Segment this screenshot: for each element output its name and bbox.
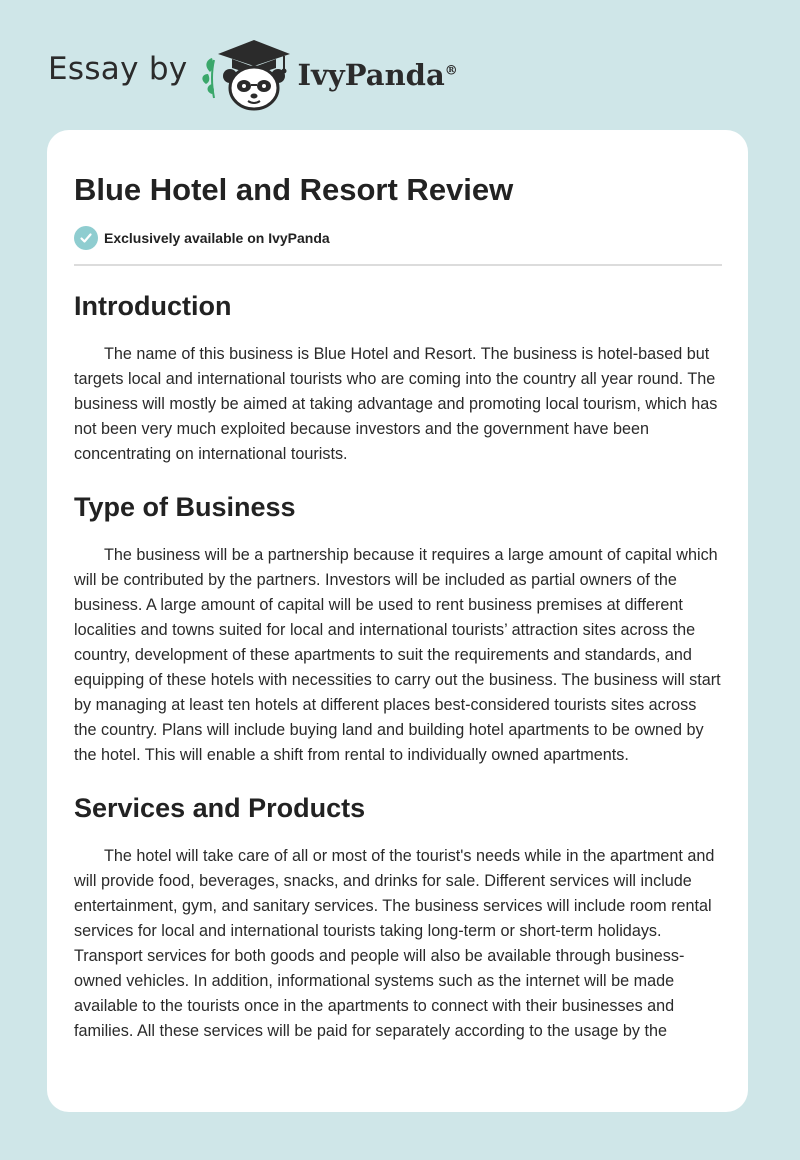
exclusive-badge	[74, 226, 722, 250]
site-header	[48, 32, 458, 112]
brand-prefix: Essay by	[48, 51, 188, 87]
section-heading-introduction: Introduction	[74, 291, 232, 321]
essay-card	[47, 130, 748, 1112]
section-paragraph-type-of-business: The business will be a partnership because it requires a large amount of capital which will be contributed by the partners. Investors will be included as partial owners of the business. A large amount of capital will be used to rent business premises at different localities and towns suited for local and international tourists’ attraction sites across the country, development of these apartments to suit the requirements and standards, and equipping of these hotels with necessities to carry out the business. The business will start by managing at least ten hotels at different places best-considered tourists sites across the country. Plans will include buying land and building hotel apartments to be owned by the hotel. This will enable a shift from rental to individually owned apartments.	[74, 546, 721, 764]
registered-mark: ®	[444, 63, 458, 79]
panda-logo-icon[interactable]	[198, 32, 294, 112]
section-heading-type-of-business: Type of Business	[74, 492, 296, 522]
section-paragraph-introduction: The name of this business is Blue Hotel and Resort. The business is hotel-based but targets local and international tourists who are coming into the country all year round. The business will mostly be aimed at taking advantage and promoting local tourism, which has not been very much exploited because investors and the government have been concentrating on international tourists.	[74, 345, 718, 463]
checkmark-icon	[74, 226, 98, 250]
brand-name[interactable]	[298, 58, 458, 92]
section-heading-services-and-products: Services and Products	[74, 793, 366, 823]
section-paragraph-services-and-products: The hotel will take care of all or most of the tourist's needs while in the apartment and will provide food, beverages, snacks, and drinks for sale. Different services will include entertainment, gym, and sanitary services. The business services will include room rental services for local and international tourists taking long-term or short-term holidays. Transport services for both goods and people will also be available through business-owned vehicles. In addition, informational systems such as the internet will be made available to the tourists once in the apartments to connect with their businesses and families. All these services will be paid for separately according to the usage by the	[74, 847, 715, 1040]
badge-label: Exclusively available on IvyPanda	[104, 230, 330, 246]
page-title: Blue Hotel and Resort Review	[74, 172, 514, 207]
divider	[74, 264, 722, 266]
brand-name-text: IvyPanda	[297, 58, 445, 92]
